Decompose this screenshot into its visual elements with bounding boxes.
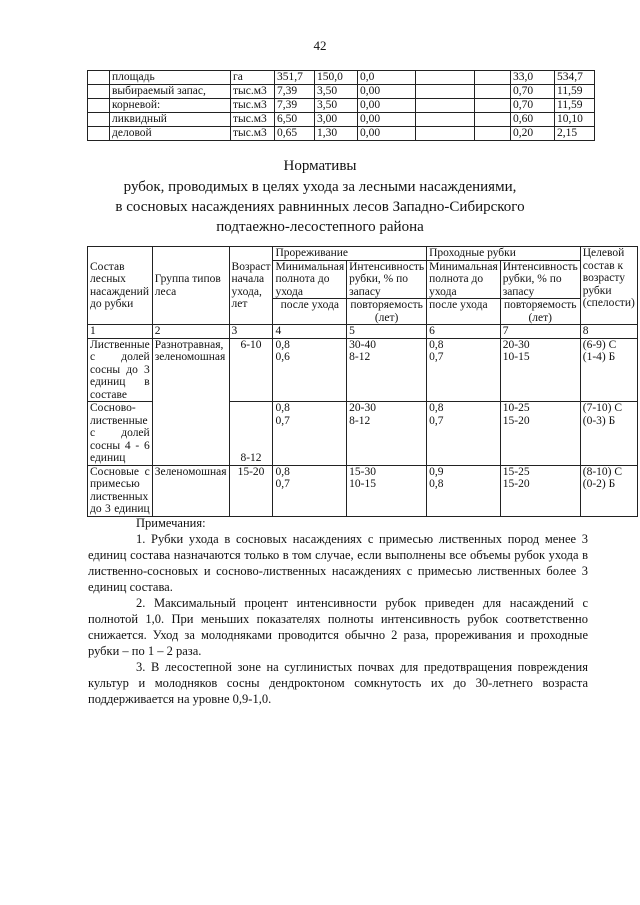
cell-name: ликвидный xyxy=(110,113,231,127)
cell-c6: 0,70 xyxy=(511,85,555,99)
cell-c7: 11,59 xyxy=(555,85,595,99)
density-cell xyxy=(273,402,347,466)
age-cell: 15-20 xyxy=(229,465,273,516)
col-number-6: 6 xyxy=(427,325,501,339)
cell-c1: 7,39 xyxy=(275,85,315,99)
passage-intensity-cell xyxy=(500,402,580,466)
density-value: 0,7 xyxy=(275,478,290,490)
intensity-value: 20-30 xyxy=(349,402,376,414)
table-row xyxy=(88,127,595,141)
density-value: 0,7 xyxy=(275,414,290,427)
col-number-7: 7 xyxy=(500,325,580,339)
page-number: 42 xyxy=(313,38,327,53)
cell-name: площадь xyxy=(110,71,231,85)
cell-c2: 1,30 xyxy=(315,127,358,141)
header-min-density: Минимальная полнота до ухода xyxy=(273,260,347,299)
cell-unit: тыс.м3 xyxy=(231,127,275,141)
composition-cell: Лиственные с долей сосны до 3 единиц в составе xyxy=(88,338,153,402)
intensity-cell xyxy=(347,465,427,516)
empty-cell xyxy=(88,85,110,99)
passage-intensity-cell xyxy=(500,465,580,516)
notes-heading: Примечания: xyxy=(136,516,206,530)
title-line-3: в сосновых насаждениях равнинных лесов Западно-Сибирского xyxy=(115,199,525,215)
empty-cell xyxy=(88,113,110,127)
passage-density-cell xyxy=(427,402,501,466)
cell-c7: 2,15 xyxy=(555,127,595,141)
cell-unit: га xyxy=(231,71,275,85)
intensity-value: 30-40 xyxy=(349,338,376,351)
cell-c4 xyxy=(416,99,475,113)
intensity-value: 20-30 xyxy=(502,338,530,351)
target-value: (1-4) Б xyxy=(582,351,616,363)
cell-unit: тыс.м3 xyxy=(231,85,275,99)
cell-c6: 33,0 xyxy=(511,71,555,85)
density-cell xyxy=(273,465,347,516)
density-value: 0,8 xyxy=(275,338,290,351)
target-cell xyxy=(580,465,637,516)
header-composition: Состав лесных насаждений до рубки xyxy=(88,247,153,325)
header-intensity-2: Интенсивность рубки, % по запасу xyxy=(500,260,580,299)
density-value: 0,8 xyxy=(429,478,444,490)
target-value: (0-3) Б xyxy=(582,414,616,427)
cell-c5 xyxy=(475,113,511,127)
cell-c4 xyxy=(416,85,475,99)
col-number-4: 4 xyxy=(273,325,347,339)
intensity-value: 10-15 xyxy=(349,478,376,490)
composition-cell: Сосново-лиственные с долей сосны 4 - 6 единиц xyxy=(88,402,153,466)
target-value: (0-2) Б xyxy=(582,478,616,490)
col-number-8: 8 xyxy=(580,325,637,339)
cell-c4 xyxy=(416,127,475,141)
intensity-value: 8-12 xyxy=(349,414,371,427)
cell-c6: 0,20 xyxy=(511,127,555,141)
cell-c3: 0,0 xyxy=(358,71,416,85)
cell-c5 xyxy=(475,127,511,141)
density-cell xyxy=(273,338,347,402)
cell-c2: 3,00 xyxy=(315,113,358,127)
table-row xyxy=(88,113,595,127)
forest-group-cell: Разнотравная, зеленомошная xyxy=(152,338,229,465)
composition-cell: Сосновые с примесью лиственных до 3 единиц xyxy=(88,465,153,516)
cell-c5 xyxy=(475,99,511,113)
header-start-age: Возраст начала ухода, лет xyxy=(229,247,273,325)
intensity-value: 15-25 xyxy=(502,465,530,478)
table-row xyxy=(88,99,595,113)
header-repeat: повторяемость (лет) xyxy=(347,299,427,325)
empty-cell xyxy=(88,71,110,85)
table-row xyxy=(88,71,595,85)
norms-table xyxy=(87,246,638,517)
cell-c1: 7,39 xyxy=(275,99,315,113)
passage-density-cell xyxy=(427,338,501,402)
header-repeat-2: повторяемость (лет) xyxy=(500,299,580,325)
age-cell: 6-10 xyxy=(229,338,273,402)
table-row xyxy=(88,338,638,402)
density-value: 0,7 xyxy=(429,414,444,427)
cell-c3: 0,00 xyxy=(358,127,416,141)
cell-unit: тыс.м3 xyxy=(231,113,275,127)
header-after-care-2: после ухода xyxy=(427,299,501,325)
intensity-value: 15-20 xyxy=(502,478,530,490)
note-2: 2. Максимальный процент интенсивности рубок приведен для насаждений с полнотой 1,0. При меньших показателях полноты интенсивность рубок соответственно снижается. Уход за молодняками проводится обычно 2 раза, прореживания и проходные рубки – по 1 – 2 раза. xyxy=(88,596,588,658)
cell-c3: 0,00 xyxy=(358,113,416,127)
cell-c4 xyxy=(416,71,475,85)
header-target-composition: Целевой состав к возрасту рубки (спелости) xyxy=(580,247,637,325)
header-thinning: Прореживание xyxy=(273,247,427,261)
density-value: 0,6 xyxy=(275,351,290,363)
header-after-care: после ухода xyxy=(273,299,347,325)
col-number-2: 2 xyxy=(152,325,229,339)
cell-c1: 6,50 xyxy=(275,113,315,127)
note-1: 1. Рубки ухода в сосновых насаждениях с примесью лиственных пород менее 3 единиц состава назначаются только в том случае, если выполнены все объемы рубок ухода в лиственно-сосновых и сосново-лиственных насаждениях с примесью лиственных более 3 единиц состава. xyxy=(88,532,588,594)
forest-group-cell: Зеленомошная xyxy=(152,465,229,516)
cell-c1: 0,65 xyxy=(275,127,315,141)
top-summary-table xyxy=(87,70,595,141)
col-number-3: 3 xyxy=(229,325,273,339)
cell-c3: 0,00 xyxy=(358,99,416,113)
density-value: 0,8 xyxy=(429,402,444,414)
cell-c3: 0,00 xyxy=(358,85,416,99)
cell-c5 xyxy=(475,71,511,85)
table-row xyxy=(88,85,595,99)
cell-c4 xyxy=(416,113,475,127)
density-value: 0,7 xyxy=(429,351,444,363)
note-3: 3. В лесостепной зоне на суглинистых почвах для предотвращения повреждения культур и молодняков сосны дендроктоном сомкнутость их до 30-летнего возраста поддерживается на уровне 0,9-1,0. xyxy=(88,660,588,706)
cell-c6: 0,60 xyxy=(511,113,555,127)
cell-c1: 351,7 xyxy=(275,71,315,85)
cell-c7: 534,7 xyxy=(555,71,595,85)
cell-c2: 3,50 xyxy=(315,85,358,99)
cell-c6: 0,70 xyxy=(511,99,555,113)
intensity-value: 15-30 xyxy=(349,465,376,478)
intensity-value: 10-15 xyxy=(502,351,530,363)
cell-c7: 11,59 xyxy=(555,99,595,113)
title-line-4: подтаежно-лесостепного района xyxy=(216,219,424,235)
empty-cell xyxy=(88,127,110,141)
target-value: (8-10) С xyxy=(582,465,623,478)
cell-c2: 150,0 xyxy=(315,71,358,85)
density-value: 0,8 xyxy=(429,338,444,351)
intensity-value: 8-12 xyxy=(349,351,371,363)
col-number-1: 1 xyxy=(88,325,153,339)
header-forest-group: Группа типов леса xyxy=(152,247,229,325)
density-value: 0,8 xyxy=(275,402,290,414)
target-cell xyxy=(580,338,637,402)
header-passage-cuttings: Проходные рубки xyxy=(427,247,581,261)
title-line-2: рубок, проводимых в целях ухода за лесными насаждениями, xyxy=(123,179,517,195)
passage-density-cell xyxy=(427,465,501,516)
cell-name: деловой xyxy=(110,127,231,141)
title-line-1: Нормативы xyxy=(283,158,357,174)
target-value: (7-10) С xyxy=(582,402,623,414)
density-value: 0,8 xyxy=(275,465,290,478)
cell-c7: 10,10 xyxy=(555,113,595,127)
age-cell: 8-12 xyxy=(229,402,273,466)
density-value: 0,9 xyxy=(429,465,444,478)
header-min-density-2: Минимальная полнота до ухода xyxy=(427,260,501,299)
passage-intensity-cell xyxy=(500,338,580,402)
cell-name: корневой: xyxy=(110,99,231,113)
col-number-5: 5 xyxy=(347,325,427,339)
empty-cell xyxy=(88,99,110,113)
table-row xyxy=(88,465,638,516)
intensity-value: 15-20 xyxy=(502,414,530,427)
target-cell xyxy=(580,402,637,466)
header-intensity: Интенсивность рубки, % по запасу xyxy=(347,260,427,299)
intensity-cell xyxy=(347,338,427,402)
notes-section xyxy=(88,515,588,707)
intensity-value: 10-25 xyxy=(502,402,530,414)
cell-name: выбираемый запас, xyxy=(110,85,231,99)
cell-c2: 3,50 xyxy=(315,99,358,113)
cell-c5 xyxy=(475,85,511,99)
intensity-cell xyxy=(347,402,427,466)
target-value: (6-9) С xyxy=(582,338,617,351)
cell-unit: тыс.м3 xyxy=(231,99,275,113)
